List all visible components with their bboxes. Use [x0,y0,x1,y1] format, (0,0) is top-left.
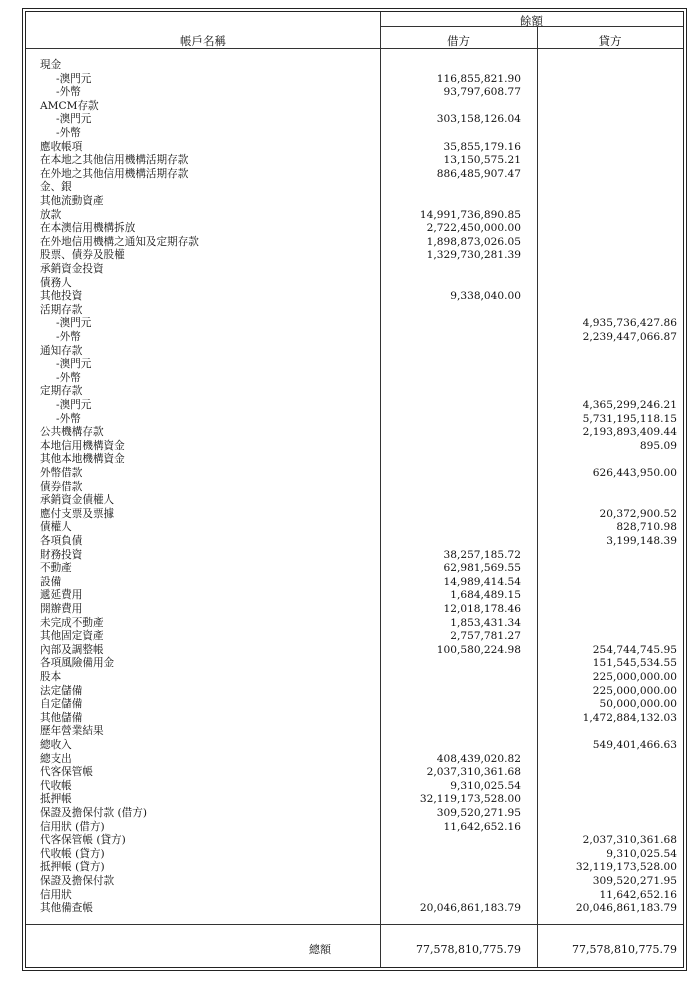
ledger-row [26,236,683,250]
ledger-row [26,902,683,916]
ledger-row [26,671,683,685]
account-name: 債務人 [40,276,72,289]
account-name: 外幣借款 [40,467,83,479]
credit-value: 20,372,900.52 [599,507,677,520]
account-name: 定期存款 [40,385,83,398]
account-name: 股本 [40,671,62,683]
account-name: 遞延費用 [40,589,83,602]
ledger-row [26,358,683,372]
ledger-row [26,807,683,821]
account-name: 在外地之其他信用機構活期存款 [40,167,189,180]
debit-value: 62,981,569.55 [443,562,521,575]
account-name: 總支出 [40,752,72,765]
ledger-row [26,372,683,386]
ledger-row [26,617,683,631]
ledger-row [26,834,683,848]
account-name: 債券借款 [40,480,83,493]
debit-value: 35,855,179.16 [443,140,521,153]
ledger-row [26,861,683,875]
ledger-row [26,453,683,467]
account-name: 股票、債券及股權 [40,249,125,262]
debit-value: 9,338,040.00 [450,290,521,303]
account-name: 內部及調整帳 [40,643,104,656]
ledger-frame [22,8,687,971]
credit-value: 254,744,745.95 [592,643,677,656]
credit-value: 9,310,025.54 [606,847,677,860]
account-name: 設備 [40,575,62,588]
account-name: 總收入 [40,739,72,751]
ledger-row [26,209,683,223]
account-name: 抵押帳 (貸方) [40,861,105,874]
account-name: -外幣 [56,412,81,425]
ledger-row [26,821,683,835]
credit-value: 50,000,000.00 [599,698,677,711]
ledger-row [26,127,683,141]
credit-value: 225,000,000.00 [592,671,677,683]
ledger-row [26,154,683,168]
ledger-table [25,11,684,968]
debit-value: 93,797,608.77 [443,86,521,99]
account-name: 現金 [40,59,62,71]
ledger-row [26,100,683,114]
credit-value: 11,642,652.16 [599,888,677,901]
ledger-row [26,725,683,739]
account-name: 代客保管帳 [40,766,93,779]
total-row [26,932,683,967]
account-name: -澳門元 [56,72,92,85]
debit-value: 2,757,781.27 [450,630,521,643]
ledger-row [26,603,683,617]
debit-value: 12,018,178.46 [443,603,521,615]
account-name: 在本澳信用機構拆放 [40,222,136,235]
account-name: 其他儲備 [40,711,83,724]
debit-value: 9,310,025.54 [450,779,521,792]
account-name: AMCM存款 [40,99,99,112]
debit-value: 11,642,652.16 [443,820,521,833]
account-name: 在外地信用機構之通知及定期存款 [40,235,199,248]
debit-value: 1,898,873,026.05 [426,235,521,248]
ledger-row [26,413,683,427]
total-debit: 77,578,810,775.79 [416,943,521,956]
debit-value: 2,722,450,000.00 [426,222,521,235]
account-name: 承銷資金投資 [40,263,104,275]
account-name: -外幣 [56,86,81,99]
ledger-row [26,630,683,644]
debit-value: 20,046,861,183.79 [419,902,521,915]
account-name: 財務投資 [40,548,83,561]
debit-value: 32,119,173,528.00 [419,793,521,806]
account-name: -外幣 [56,331,81,343]
ledger-row [26,589,683,603]
account-name: 金、銀 [40,181,72,194]
ledger-row [26,317,683,331]
credit-value: 32,119,173,528.00 [575,861,677,874]
account-name: 其他固定資產 [40,630,104,643]
account-name: 應收帳項 [40,140,83,153]
account-name: 代客保管帳 (貸方) [40,834,126,847]
account-name: 抵押帳 [40,793,72,806]
account-name: 承銷資金債權人 [40,494,115,507]
account-name: 未完成不動產 [40,616,104,629]
account-name: 在本地之其他信用機構活期存款 [40,154,189,167]
debit-value: 303,158,126.04 [436,113,521,126]
account-name: 公共機構存款 [40,426,104,439]
total-credit: 77,578,810,775.79 [572,943,677,956]
credit-value: 4,935,736,427.86 [582,317,677,330]
ledger-row [26,576,683,590]
account-name: -澳門元 [56,358,92,371]
account-name: -澳門元 [56,317,92,330]
account-name: 代收帳 [40,779,72,792]
debit-value: 2,037,310,361.68 [426,766,521,779]
ledger-row [26,73,683,87]
account-name: 信用狀 [40,888,72,901]
total-label: 總額 [309,943,331,956]
debit-header: 借方 [447,34,470,48]
ledger-row [26,753,683,767]
ledger-row [26,440,683,454]
ledger-row [26,712,683,726]
divider-total-top [26,924,683,925]
account-name: 歷年營業結果 [40,725,104,738]
credit-value: 5,731,195,118.15 [582,412,677,425]
ledger-row [26,685,683,699]
ledger-row [26,181,683,195]
account-name: 應付支票及票據 [40,507,115,520]
credit-value: 2,037,310,361.68 [582,834,677,847]
account-name: 放款 [40,208,62,221]
account-name: -澳門元 [56,113,92,126]
credit-value: 895.09 [639,439,677,452]
account-name: 活期存款 [40,303,83,316]
ledger-row [26,399,683,413]
ledger-row [26,467,683,481]
credit-value: 549,401,466.63 [592,739,677,751]
account-name: 信用狀 (借方) [40,820,105,833]
ledger-row [26,766,683,780]
ledger-row [26,644,683,658]
credit-value: 4,365,299,246.21 [582,399,677,411]
ledger-row [26,113,683,127]
ledger-row [26,739,683,753]
debit-value: 100,580,224.98 [436,643,521,656]
ledger-row [26,549,683,563]
debit-value: 1,329,730,281.39 [426,249,521,262]
account-name: 代收帳 (貸方) [40,847,105,860]
ledger-row [26,521,683,535]
ledger-row [26,657,683,671]
ledger-row [26,494,683,508]
credit-value: 309,520,271.95 [592,875,677,887]
credit-value: 1,472,884,132.03 [582,711,677,724]
account-name: 保證及擔保付款 (借方) [40,807,147,819]
debit-value: 886,485,907.47 [436,167,521,180]
ledger-row [26,304,683,318]
account-name: -外幣 [56,127,81,139]
ledger-row [26,780,683,794]
credit-value: 2,193,893,409.44 [582,426,677,439]
ledger-row [26,277,683,291]
ledger-row [26,535,683,549]
debit-value: 14,989,414.54 [443,575,521,588]
credit-header: 貸方 [598,34,622,48]
ledger-row [26,331,683,345]
credit-value: 626,443,950.00 [592,467,677,479]
credit-value: 828,710.98 [616,521,677,534]
ledger-row [26,426,683,440]
ledger-row [26,195,683,209]
account-name: -外幣 [56,371,81,384]
ledger-row [26,249,683,263]
credit-value: 2,239,447,066.87 [582,331,677,343]
account-name: -澳門元 [56,399,92,411]
account-name: 通知存款 [40,344,83,357]
debit-value: 309,520,271.95 [436,807,521,819]
ledger-row [26,290,683,304]
account-name: 本地信用機構資金 [40,439,125,452]
account-name: 其他流動資產 [40,195,104,207]
debit-value: 1,853,431.34 [450,616,521,629]
ledger-row [26,481,683,495]
ledger-row [26,385,683,399]
account-name: 自定儲備 [40,698,83,711]
account-name: 其他本地機構資金 [40,453,125,466]
ledger-row [26,345,683,359]
ledger-row [26,168,683,182]
ledger-row [26,562,683,576]
account-name: 開辦費用 [40,603,83,615]
ledger-row [26,222,683,236]
ledger-row [26,263,683,277]
account-name: 其他備查帳 [40,902,93,915]
ledger-row [26,875,683,889]
balance-header: 餘額 [520,14,543,28]
ledger-row [26,698,683,712]
account-name: 法定儲備 [40,684,83,697]
account-name: 債權人 [40,521,72,534]
debit-value: 13,150,575.21 [443,154,521,167]
credit-value: 20,046,861,183.79 [575,902,677,915]
ledger-row [26,86,683,100]
debit-value: 408,439,020.82 [436,752,521,765]
account-name: 其他投資 [40,290,83,303]
ledger-row [26,793,683,807]
account-name: 各項風險備用金 [40,657,115,670]
credit-value: 225,000,000.00 [592,684,677,697]
debit-value: 38,257,185.72 [443,548,521,561]
ledger-row [26,848,683,862]
credit-value: 3,199,148.39 [606,535,677,547]
ledger-row [26,59,683,73]
debit-value: 14,991,736,890.85 [419,208,521,221]
ledger-row [26,508,683,522]
credit-value: 151,545,534.55 [592,657,677,670]
debit-value: 116,855,821.90 [436,72,521,85]
account-name: 不動產 [40,562,72,575]
debit-value: 1,684,489.15 [450,589,521,602]
ledger-row [26,889,683,903]
account-name: 各項負債 [40,535,83,547]
ledger-row [26,141,683,155]
account-name: 保證及擔保付款 [40,875,115,887]
account-name-header: 帳戶名稱 [180,34,226,48]
